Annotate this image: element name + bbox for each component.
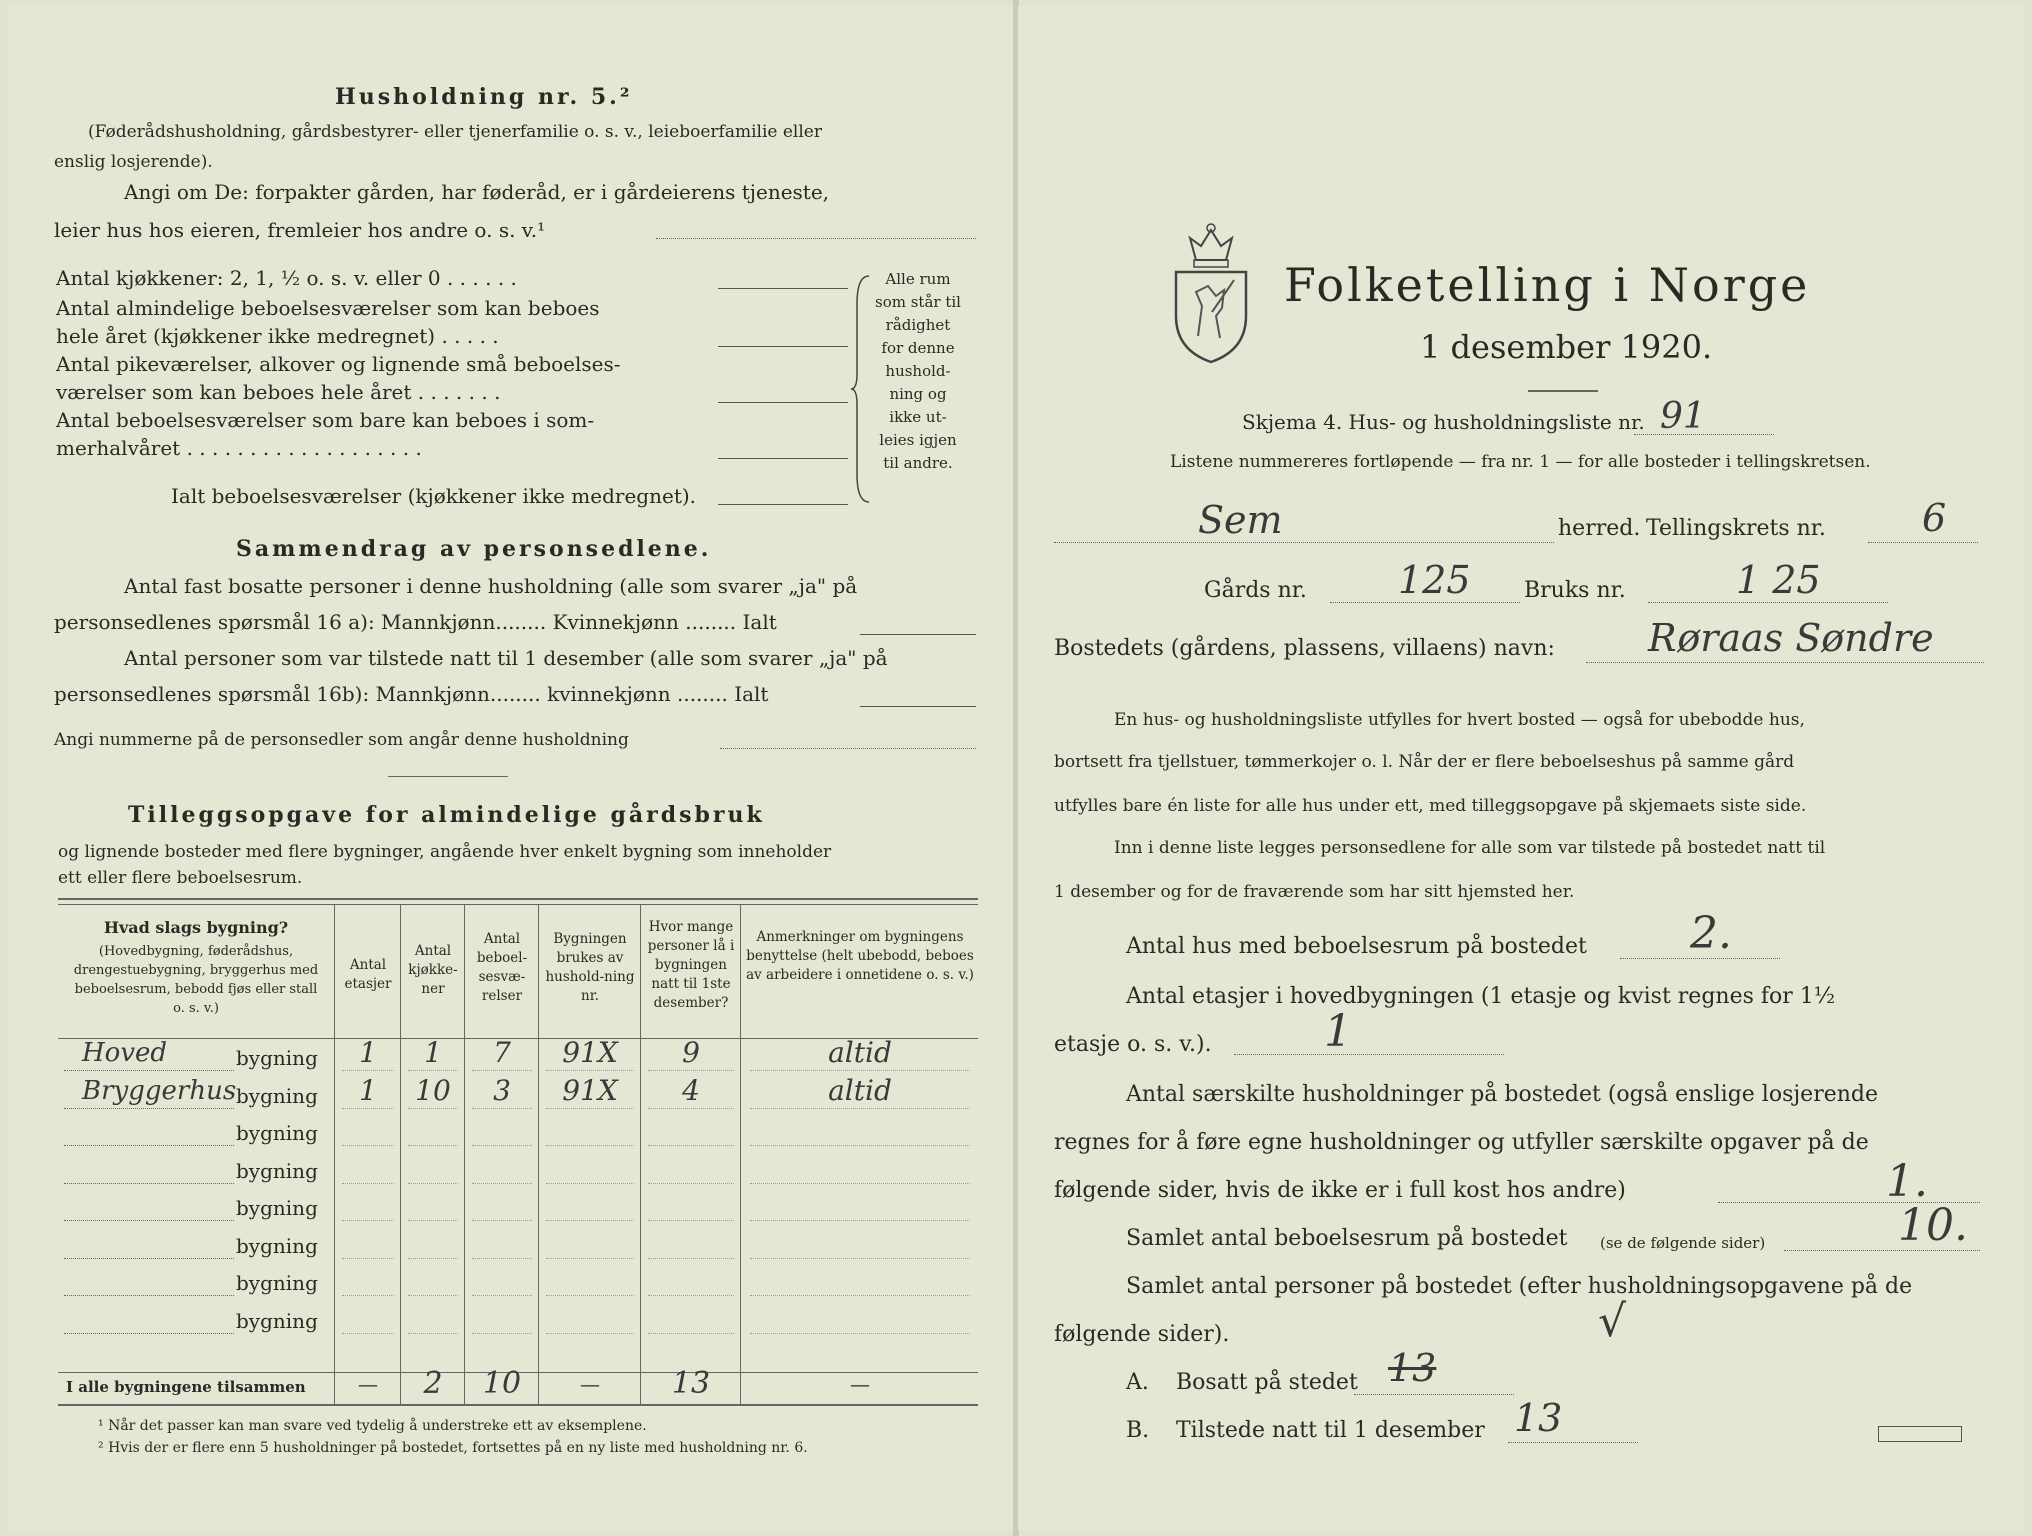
building-cell-hush: 91X — [562, 1036, 618, 1069]
building-row-suffix: bygning — [236, 1121, 318, 1145]
building-cell-line — [408, 1220, 458, 1221]
household-title: Husholdning nr. 5.² — [335, 84, 633, 110]
building-row-line — [64, 1070, 234, 1071]
building-cell-line — [472, 1183, 532, 1184]
summary-total2-line — [860, 706, 976, 707]
building-cell-line — [342, 1333, 394, 1334]
question-floors-line1: Antal etasjer i hovedbygningen (1 etasje og kvist regnes for 1½ — [1126, 984, 1836, 1009]
question-small-rooms-line2: værelser som kan beboes hele året . . . . . . . — [56, 380, 501, 404]
summary-line4: personsedlenes spørsmål 16b): Mannkjønn........ kvinnekjønn ........ Ialt — [54, 682, 769, 706]
houses-value: 2. — [1690, 908, 1732, 959]
col-building-title: Hvad slags bygning? — [103, 918, 289, 937]
building-cell-line — [342, 1108, 394, 1109]
ask-line1: Angi om De: forpakter gården, har føderåd, er i gårdeierens tjeneste, — [124, 180, 830, 204]
building-cell-line — [546, 1333, 634, 1334]
question-rooms-line1: Antal almindelige beboelsesværelser som kan beboes — [56, 296, 600, 320]
summer-rooms-answer-line — [718, 458, 848, 459]
instruction-para2-line1: Inn i denne liste legges personsedlene for alle som var tilstede på bostedet natt til — [1114, 838, 1826, 858]
ask-answer-line — [656, 238, 976, 239]
building-row-line — [64, 1108, 234, 1109]
brace-note-line: hushold- — [885, 362, 951, 380]
coat-of-arms-icon — [1168, 216, 1254, 366]
bosted-label: Bostedets (gårdens, plassens, villaens) navn: — [1054, 636, 1555, 661]
brace-note-line: rådighet — [885, 316, 951, 334]
bosted-value: Røraas Søndre — [1648, 616, 1934, 660]
building-row-name: Hoved — [82, 1038, 168, 1068]
building-cell-line — [342, 1183, 394, 1184]
total-anmerkninger: — — [850, 1372, 870, 1396]
summary-line5: Angi nummerne på de personsedler som angår denne husholdning — [54, 730, 629, 750]
building-cell-etasjer: 1 — [359, 1036, 377, 1069]
building-cell-line — [408, 1295, 458, 1296]
building-cell-line — [648, 1183, 734, 1184]
question-summer-rooms-line2: merhalvåret . . . . . . . . . . . . . . . . . . . — [56, 436, 422, 460]
building-cell-line — [472, 1108, 532, 1109]
building-cell-line — [408, 1108, 458, 1109]
building-cell-line — [546, 1183, 634, 1184]
building-cell-line — [472, 1070, 532, 1071]
building-cell-line — [408, 1070, 458, 1071]
building-cell-line — [342, 1145, 394, 1146]
supplement-line2: ett eller flere beboelsesrum. — [58, 868, 303, 888]
building-cell-line — [750, 1183, 970, 1184]
building-cell-line — [750, 1258, 970, 1259]
ask-line2: leier hus hos eieren, fremleier hos andre o. s. v.¹ — [54, 218, 546, 242]
question-rooms-total-note: (se de følgende sider) — [1600, 1234, 1766, 1252]
printer-stamp — [1878, 1426, 1962, 1442]
summary-line1: Antal fast bosatte personer i denne husholdning (alle som svarer „ja" på — [124, 574, 858, 598]
supplement-line1: og lignende bosteder med flere bygninger, angående hver enkelt bygning som inneholder — [58, 842, 832, 862]
building-row-suffix: bygning — [236, 1196, 318, 1220]
summary-title: Sammendrag av personsedlene. — [236, 536, 712, 562]
persons-check-mark: √ — [1598, 1296, 1627, 1347]
question-households-line2: regnes for å føre egne husholdninger og utfyller særskilte opgaver på de — [1054, 1130, 1869, 1155]
building-cell-anm: altid — [828, 1073, 892, 1107]
divider-short — [388, 776, 508, 777]
building-cell-line — [546, 1220, 634, 1221]
building-cell-line — [648, 1108, 734, 1109]
households-value: 1. — [1886, 1156, 1928, 1207]
building-cell-line — [750, 1220, 970, 1221]
building-row-line — [64, 1295, 234, 1296]
building-cell-personer: 4 — [682, 1073, 700, 1107]
building-cell-anm: altid — [828, 1036, 892, 1069]
question-persons-line2: følgende sider). — [1054, 1322, 1230, 1347]
persons-b-label: B. — [1126, 1418, 1150, 1443]
building-cell-line — [750, 1108, 970, 1109]
instruction-para2-line2: 1 desember og for de fraværende som har sitt hjemsted her. — [1054, 882, 1575, 902]
tellingskrets-label: Tellingskrets nr. — [1646, 516, 1826, 541]
bruks-label: Bruks nr. — [1524, 578, 1626, 603]
bruks-value: 1 25 — [1736, 558, 1821, 602]
building-cell-line — [342, 1258, 394, 1259]
building-row-suffix: bygning — [236, 1046, 318, 1070]
building-cell-line — [472, 1295, 532, 1296]
total-husholdning: — — [580, 1372, 600, 1396]
footnote-2: ² Hvis der er flere enn 5 husholdninger på bostedet, fortsettes på en ny liste med husholdning nr. 6. — [98, 1440, 808, 1456]
col-personer: Hvor mange personer lå i bygningen natt til 1ste desember? — [647, 919, 735, 1011]
question-households-line3: følgende sider, hvis de ikke er i full kost hos andre) — [1054, 1178, 1626, 1203]
question-small-rooms-line1: Antal pikeværelser, alkover og lignende små beboelses- — [56, 352, 621, 376]
question-persons-line1: Samlet antal personer på bostedet (efter husholdningsopgavene på de — [1126, 1274, 1913, 1299]
building-row-suffix: bygning — [236, 1271, 318, 1295]
col-anmerkninger: Anmerkninger om bygningens benyttelse (helt ubebodd, beboes av arbeidere i onnetidene o. s. v.) — [746, 929, 974, 983]
question-houses: Antal hus med beboelsesrum på bostedet — [1126, 934, 1587, 959]
footnote-1: ¹ Når det passer kan man svare ved tydelig å understreke ett av eksemplene. — [98, 1418, 647, 1434]
instruction-para1-line1: En hus- og husholdningsliste utfylles for hvert bosted — også for ubebodde hus, — [1114, 710, 1805, 730]
building-row-suffix: bygning — [236, 1158, 318, 1183]
question-summer-rooms-line1: Antal beboelsesværelser som bare kan beboes i som- — [56, 408, 595, 432]
col-etasjer: Antal etasjer — [344, 957, 392, 992]
building-row-suffix: bygning — [236, 1083, 318, 1108]
question-floors-line2: etasje o. s. v.). — [1054, 1032, 1212, 1057]
col-building-sub: (Hovedbygning, føderådshus, drengestuebygning, bryggerhus med beboelsesrum, bebodd fjøs eller stall o. s. v.) — [73, 944, 319, 1016]
building-cell-line — [750, 1070, 970, 1071]
building-row-line — [64, 1220, 234, 1221]
numbering-note: Listene nummereres fortløpende — fra nr. 1 — for alle bosteder i tellingskretsen. — [1170, 452, 1871, 472]
gards-value: 125 — [1398, 558, 1471, 602]
instruction-para1-line3: utfylles bare én liste for alle hus under ett, med tilleggsopgave på skjemaets siste side. — [1054, 796, 1807, 816]
persons-a-text: Bosatt på stedet — [1176, 1370, 1358, 1395]
rooms-answer-line — [718, 346, 848, 347]
building-cell-line — [472, 1220, 532, 1221]
tellingskrets-value: 6 — [1922, 496, 1947, 540]
herred-line — [1054, 542, 1554, 543]
building-row-line — [64, 1145, 234, 1146]
herred-value: Sem — [1198, 498, 1283, 542]
building-cell-line — [342, 1070, 394, 1071]
supplement-title: Tilleggsopgave for almindelige gårdsbruk — [128, 802, 765, 828]
building-cell-line — [648, 1258, 734, 1259]
col-husholdning: Bygningen brukes av hushold-ning nr. — [545, 931, 635, 1004]
building-cell-etasjer: 1 — [359, 1073, 377, 1107]
summary-line3: Antal personer som var tilstede natt til 1 desember (alle som svarer „ja" på — [124, 646, 888, 670]
brace-note-line: ning og — [889, 385, 947, 403]
building-cell-line — [408, 1145, 458, 1146]
building-cell-line — [408, 1183, 458, 1184]
building-cell-line — [408, 1333, 458, 1334]
total-vaerelser: 10 — [482, 1366, 522, 1401]
summary-line2: personsedlenes spørsmål 16 a): Mannkjønn........ Kvinnekjønn ........ Ialt — [54, 610, 777, 634]
persons-a-label: A. — [1126, 1370, 1149, 1395]
building-cell-line — [648, 1220, 734, 1221]
herred-label: herred. — [1558, 516, 1641, 541]
building-cell-line — [648, 1333, 734, 1334]
col-vaerelser: Antal beboel-sesvæ-relser — [476, 931, 528, 1004]
building-cell-line — [750, 1295, 970, 1296]
title-divider — [1528, 390, 1598, 392]
schema-list-number: 91 — [1660, 396, 1706, 437]
total-etasjer: — — [358, 1372, 378, 1396]
brace-note — [868, 268, 968, 475]
gards-label: Gårds nr. — [1204, 578, 1307, 603]
building-cell-line — [546, 1070, 634, 1071]
building-cell-line — [342, 1220, 394, 1221]
building-cell-hush: 91X — [562, 1073, 618, 1107]
building-cell-line — [648, 1145, 734, 1146]
building-row-suffix: bygning — [236, 1308, 318, 1333]
question-households-line1: Antal særskilte husholdninger på bostedet (også enslige losjerende — [1126, 1082, 1879, 1107]
persons-b-text: Tilstede natt til 1 desember — [1176, 1418, 1485, 1443]
total-personer: 13 — [671, 1366, 711, 1401]
building-cell-line — [546, 1258, 634, 1259]
brace-note-line: leies igjen — [879, 431, 957, 449]
summary-numbers-line — [720, 748, 976, 749]
building-cell-kjokken: 10 — [415, 1073, 451, 1107]
household-subtitle-line2: enslig losjerende). — [54, 152, 213, 172]
col-kjokkener: Antal kjøkke-ner — [408, 943, 458, 997]
building-cell-line — [648, 1070, 734, 1071]
left-page — [8, 6, 1014, 1530]
building-cell-line — [472, 1258, 532, 1259]
building-cell-personer: 9 — [682, 1036, 700, 1069]
rooms-total-value: 10. — [1898, 1200, 1968, 1251]
main-title: Folketelling i Norge — [1284, 258, 1811, 312]
building-cell-line — [408, 1258, 458, 1259]
brace-note-line: ikke ut- — [889, 408, 947, 426]
right-page — [1018, 6, 2024, 1530]
persons-b-value: 13 — [1514, 1396, 1563, 1440]
total-kjokken: 2 — [423, 1366, 443, 1401]
building-cell-vaerelser: 3 — [493, 1073, 511, 1107]
total-row-label: I alle bygningene tilsammen — [66, 1378, 306, 1396]
question-kitchens: Antal kjøkkener: 2, 1, ½ o. s. v. eller 0 . . . . . . — [56, 266, 517, 290]
question-rooms-line2: hele året (kjøkkener ikke medregnet) . . . . . — [56, 324, 499, 348]
building-cell-line — [342, 1295, 394, 1296]
brace-note-line: til andre. — [883, 454, 953, 472]
building-row-name: Bryggerhus — [82, 1075, 237, 1106]
building-cell-line — [546, 1145, 634, 1146]
household-subtitle-line1: (Føderådshusholdning, gårdsbestyrer- eller tjenerfamilie o. s. v., leieboerfamilie eller — [88, 122, 822, 142]
brace-note-line: for denne — [881, 339, 955, 357]
building-row-suffix: bygning — [236, 1233, 318, 1258]
brace-note-line: som står til — [875, 293, 961, 311]
kitchens-answer-line — [718, 288, 848, 289]
brace-note-line: Alle rum — [885, 270, 951, 288]
building-cell-line — [546, 1108, 634, 1109]
instruction-para1-line2: bortsett fra tjellstuer, tømmerkojer o. l. Når der er flere beboelseshus på samme gård — [1054, 752, 1795, 772]
floors-value: 1 — [1324, 1006, 1352, 1057]
question-total-rooms: Ialt beboelsesværelser (kjøkkener ikke medregnet). — [171, 484, 697, 508]
building-cell-line — [472, 1333, 532, 1334]
building-cell-line — [648, 1295, 734, 1296]
building-row-line — [64, 1333, 234, 1334]
summary-total1-line — [860, 634, 976, 635]
total-rooms-answer-line — [718, 504, 848, 505]
census-date: 1 desember 1920. — [1420, 328, 1713, 366]
building-row-line — [64, 1258, 234, 1259]
building-cell-line — [546, 1295, 634, 1296]
building-row-line — [64, 1183, 234, 1184]
question-rooms-total: Samlet antal beboelsesrum på bostedet — [1126, 1226, 1568, 1251]
small-rooms-answer-line — [718, 402, 848, 403]
building-cell-vaerelser: 7 — [493, 1036, 511, 1069]
persons-a-value: 13 — [1388, 1346, 1437, 1390]
building-cell-line — [472, 1145, 532, 1146]
schema-label: Skjema 4. Hus- og husholdningsliste nr. — [1242, 410, 1645, 434]
building-cell-line — [750, 1145, 970, 1146]
building-cell-line — [750, 1333, 970, 1334]
building-cell-kjokken: 1 — [424, 1036, 442, 1069]
